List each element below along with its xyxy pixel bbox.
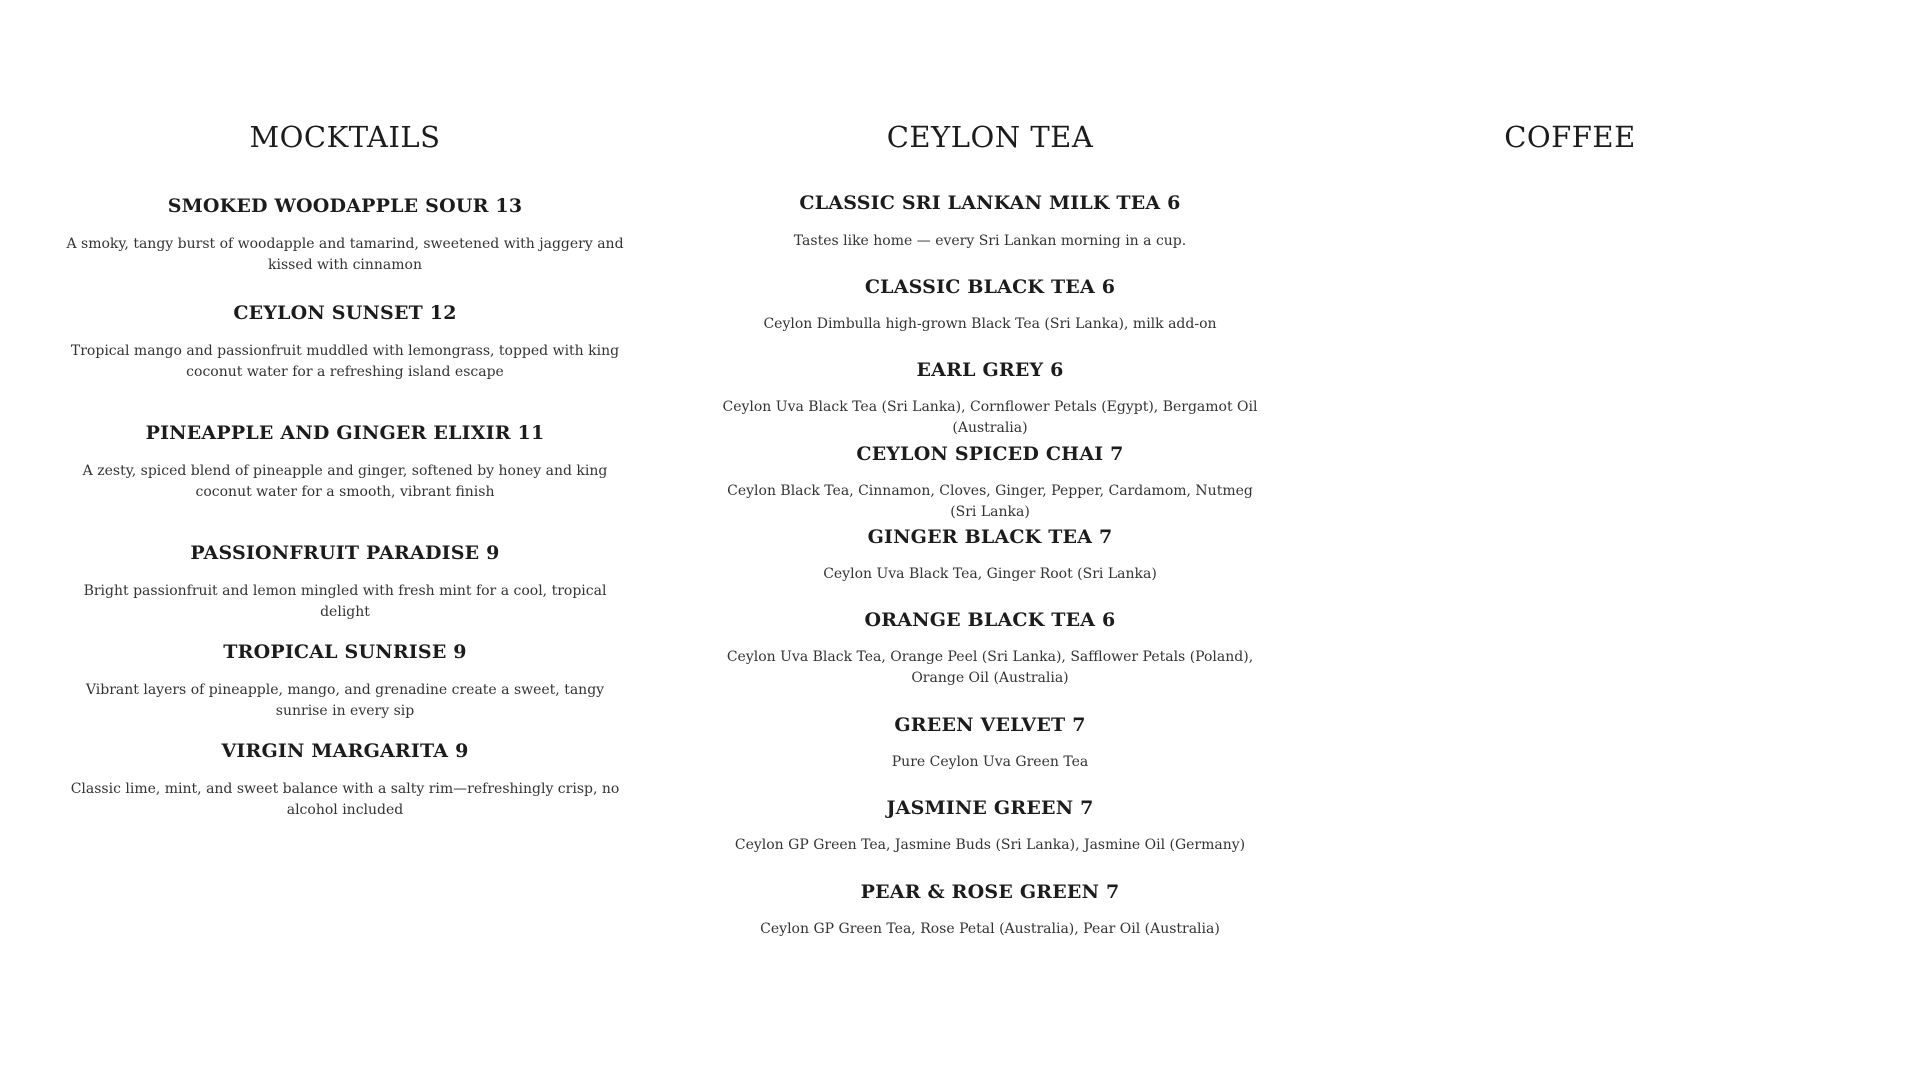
menu-item-description: A zesty, spiced blend of pineapple and ginger, softened by honey and king coconut water for a smooth, vibrant finish bbox=[82, 463, 608, 500]
menu-item-name: VIRGIN MARGARITA 9 bbox=[221, 740, 469, 762]
menu-item-description: Bright passionfruit and lemon mingled with fresh mint for a cool, tropical delight bbox=[83, 583, 607, 620]
menu-item-name: PEAR & ROSE GREEN 7 bbox=[860, 881, 1120, 903]
menu-item-name: JASMINE GREEN 7 bbox=[886, 797, 1094, 819]
menu-item-description: Tastes like home — every Sri Lankan morning in a cup. bbox=[793, 233, 1187, 249]
menu-item-description: Pure Ceylon Uva Green Tea bbox=[891, 754, 1089, 770]
menu-item-name: TROPICAL SUNRISE 9 bbox=[223, 641, 467, 663]
menu-item-description: Ceylon Black Tea, Cinnamon, Cloves, Ginger, Pepper, Cardamom, Nutmeg (Sri Lanka) bbox=[727, 483, 1253, 520]
menu-item-name: CLASSIC SRI LANKAN MILK TEA 6 bbox=[799, 192, 1181, 214]
menu-item-name: PINEAPPLE AND GINGER ELIXIR 11 bbox=[145, 422, 545, 444]
menu-item-name: CLASSIC BLACK TEA 6 bbox=[864, 276, 1116, 298]
menu-item-description: Ceylon GP Green Tea, Jasmine Buds (Sri Lanka), Jasmine Oil (Germany) bbox=[734, 837, 1246, 853]
menu-item-description: Ceylon Uva Black Tea, Orange Peel (Sri Lanka), Safflower Petals (Poland), Orange Oil (Australia) bbox=[726, 649, 1254, 686]
menu-item-name: EARL GREY 6 bbox=[916, 359, 1064, 381]
menu-item-description: Ceylon Uva Black Tea (Sri Lanka), Cornflower Petals (Egypt), Bergamot Oil (Australia) bbox=[722, 399, 1258, 436]
menu-item-name: ORANGE BLACK TEA 6 bbox=[864, 609, 1116, 631]
menu-item-name: PASSIONFRUIT PARADISE 9 bbox=[190, 542, 500, 564]
menu-item-description: Classic lime, mint, and sweet balance with a salty rim—refreshingly crisp, no alcohol included bbox=[70, 781, 620, 818]
menu-item-description: Ceylon GP Green Tea, Rose Petal (Australia), Pear Oil (Australia) bbox=[760, 921, 1220, 937]
mocktails-title: MOCKTAILS bbox=[249, 120, 441, 154]
menu-item-description: Vibrant layers of pineapple, mango, and grenadine create a sweet, tangy sunrise in every sip bbox=[85, 682, 605, 719]
menu-item-name: GINGER BLACK TEA 7 bbox=[867, 526, 1113, 548]
ceylon-tea-title: CEYLON TEA bbox=[886, 120, 1094, 154]
menu-item-name: SMOKED WOODAPPLE SOUR 13 bbox=[167, 195, 523, 217]
menu-item-name: GREEN VELVET 7 bbox=[894, 714, 1086, 736]
menu-item-name: CEYLON SPICED CHAI 7 bbox=[856, 443, 1124, 465]
menu-item-description: A smoky, tangy burst of woodapple and tamarind, sweetened with jaggery and kissed with cinnamon bbox=[66, 236, 624, 273]
coffee-title: COFFEE bbox=[1504, 120, 1636, 154]
menu-item-description: Tropical mango and passionfruit muddled with lemongrass, topped with king coconut water for a refreshing island escape bbox=[70, 343, 620, 380]
menu-item-description: Ceylon Dimbulla high-grown Black Tea (Sri Lanka), milk add-on bbox=[763, 316, 1217, 332]
menu-item-description: Ceylon Uva Black Tea, Ginger Root (Sri Lanka) bbox=[823, 566, 1157, 582]
menu-item-name: CEYLON SUNSET 12 bbox=[233, 302, 457, 324]
